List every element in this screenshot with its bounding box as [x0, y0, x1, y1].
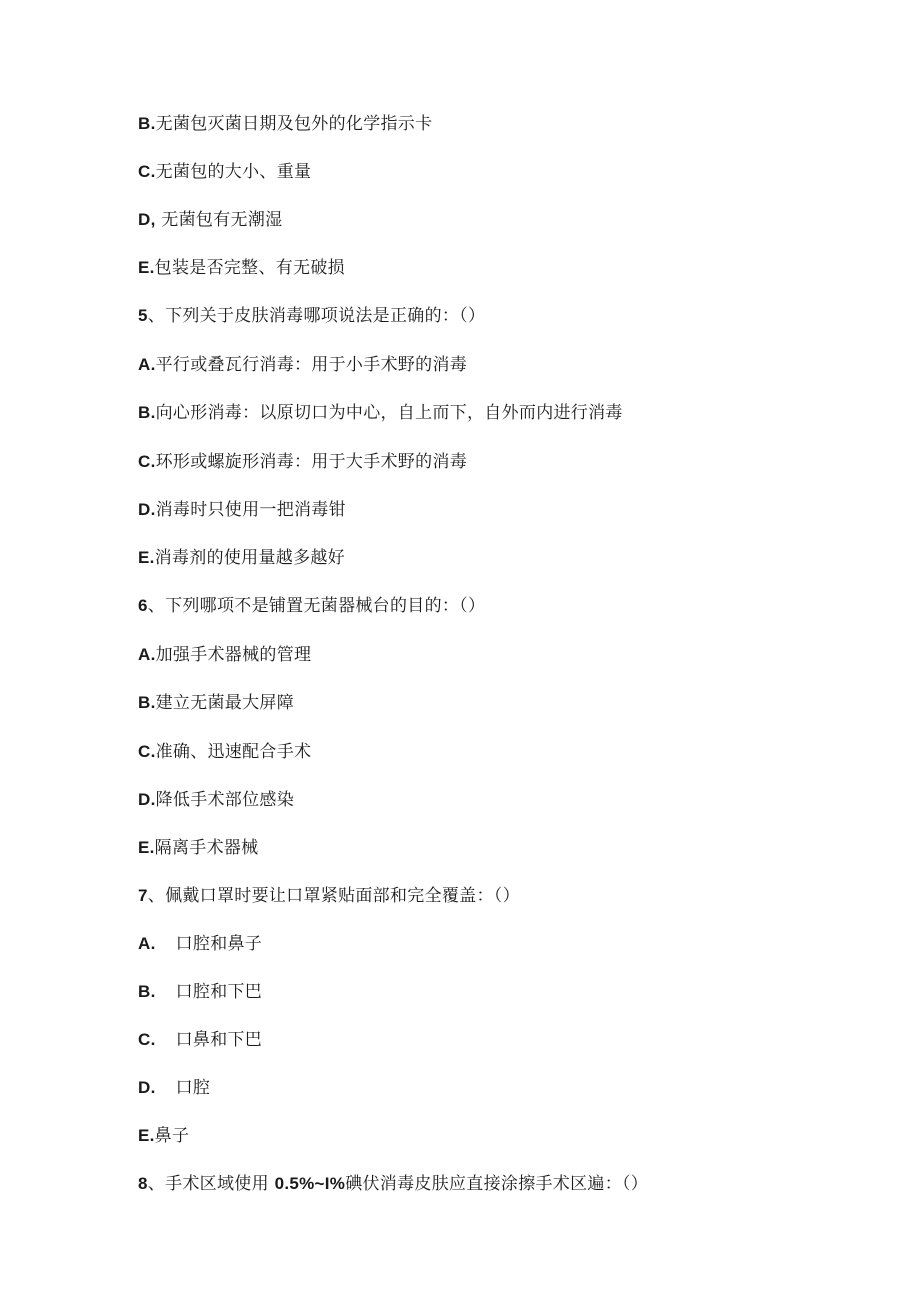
- question-text: 、下列关于皮肤消毒哪项说法是正确的：（）: [147, 306, 486, 326]
- q5-option-a: [138, 353, 467, 377]
- q5-option-e: [138, 546, 345, 570]
- option-label: D.: [138, 500, 156, 519]
- q5-option-d: [138, 498, 346, 522]
- q4-option-d: [138, 208, 282, 232]
- option-label: E.: [138, 258, 155, 277]
- question-text-after: 碘伏消毒皮肤应直接涂擦手术区遍：（）: [345, 1174, 649, 1194]
- option-label: E.: [138, 548, 155, 567]
- option-text: 无菌包有无潮湿: [155, 210, 283, 230]
- q7-option-a: [138, 932, 262, 956]
- option-text: 鼻子: [154, 1126, 190, 1146]
- question-7: [138, 884, 520, 908]
- q7-option-b: [138, 980, 262, 1004]
- option-text: 口鼻和下巴: [175, 1030, 263, 1050]
- option-label: D.: [138, 790, 156, 809]
- question-6: [138, 594, 485, 618]
- q5-option-b: [138, 401, 623, 425]
- question-8: [138, 1172, 648, 1196]
- option-label: D.: [138, 1078, 156, 1097]
- concentration-value: 0.5%~I%: [274, 1174, 346, 1193]
- option-text: 口腔和下巴: [175, 982, 263, 1002]
- q5-option-c: [138, 450, 467, 474]
- question-text-before: 、手术区域使用: [147, 1174, 275, 1194]
- option-text: 降低手术部位感染: [155, 790, 295, 810]
- option-text: 环形或螺旋形消毒：用于大手术野的消毒: [155, 452, 468, 472]
- option-label: C.: [138, 162, 156, 181]
- option-text: 加强手术器械的管理: [155, 645, 312, 665]
- q6-option-e: [138, 836, 258, 860]
- option-label: D,: [138, 210, 156, 229]
- option-text: 消毒剂的使用量越多越好: [154, 548, 345, 568]
- question-number: 8: [138, 1174, 148, 1193]
- question-number: 7: [138, 886, 148, 905]
- option-label: B.: [138, 403, 156, 422]
- option-text: 无菌包灭菌日期及包外的化学指示卡: [155, 114, 433, 134]
- option-label: B.: [138, 693, 156, 712]
- q7-option-d: [138, 1076, 210, 1100]
- option-label: B.: [138, 114, 156, 133]
- q6-option-c: [138, 740, 311, 764]
- option-label: A.: [138, 355, 156, 374]
- option-text: 建立无菌最大屏障: [155, 693, 295, 713]
- option-label: C.: [138, 742, 156, 761]
- option-label: A.: [138, 645, 156, 664]
- q4-option-e: [138, 256, 345, 280]
- question-5: [138, 304, 485, 328]
- option-text: 口腔: [175, 1078, 211, 1098]
- question-text: 、佩戴口罩时要让口罩紧贴面部和完全覆盖：（）: [147, 886, 520, 906]
- option-text: 向心形消毒：以原切口为中心，自上而下，自外而内进行消毒: [155, 403, 623, 423]
- option-label: C.: [138, 452, 156, 471]
- question-number: 6: [138, 596, 148, 615]
- option-text: 包装是否完整、有无破损: [154, 258, 345, 278]
- q7-option-c: [138, 1028, 262, 1052]
- option-label: E.: [138, 838, 155, 857]
- option-label: A.: [138, 934, 156, 953]
- question-text: 、下列哪项不是铺置无菌器械台的目的：（）: [147, 596, 486, 616]
- q7-option-e: [138, 1124, 189, 1148]
- option-text: 准确、迅速配合手术: [155, 742, 312, 762]
- option-text: 消毒时只使用一把消毒钳: [155, 500, 346, 520]
- option-text: 隔离手术器械: [154, 838, 259, 858]
- q4-option-b: [138, 112, 432, 136]
- q6-option-b: [138, 691, 294, 715]
- q6-option-a: [138, 643, 311, 667]
- option-text: 无菌包的大小、重量: [155, 162, 312, 182]
- option-text: 平行或叠瓦行消毒：用于小手术野的消毒: [155, 355, 468, 375]
- option-label: E.: [138, 1126, 155, 1145]
- q6-option-d: [138, 788, 294, 812]
- option-label: B.: [138, 982, 156, 1001]
- option-text: 口腔和鼻子: [175, 934, 263, 954]
- q4-option-c: [138, 160, 311, 184]
- question-number: 5: [138, 306, 148, 325]
- option-label: C.: [138, 1030, 156, 1049]
